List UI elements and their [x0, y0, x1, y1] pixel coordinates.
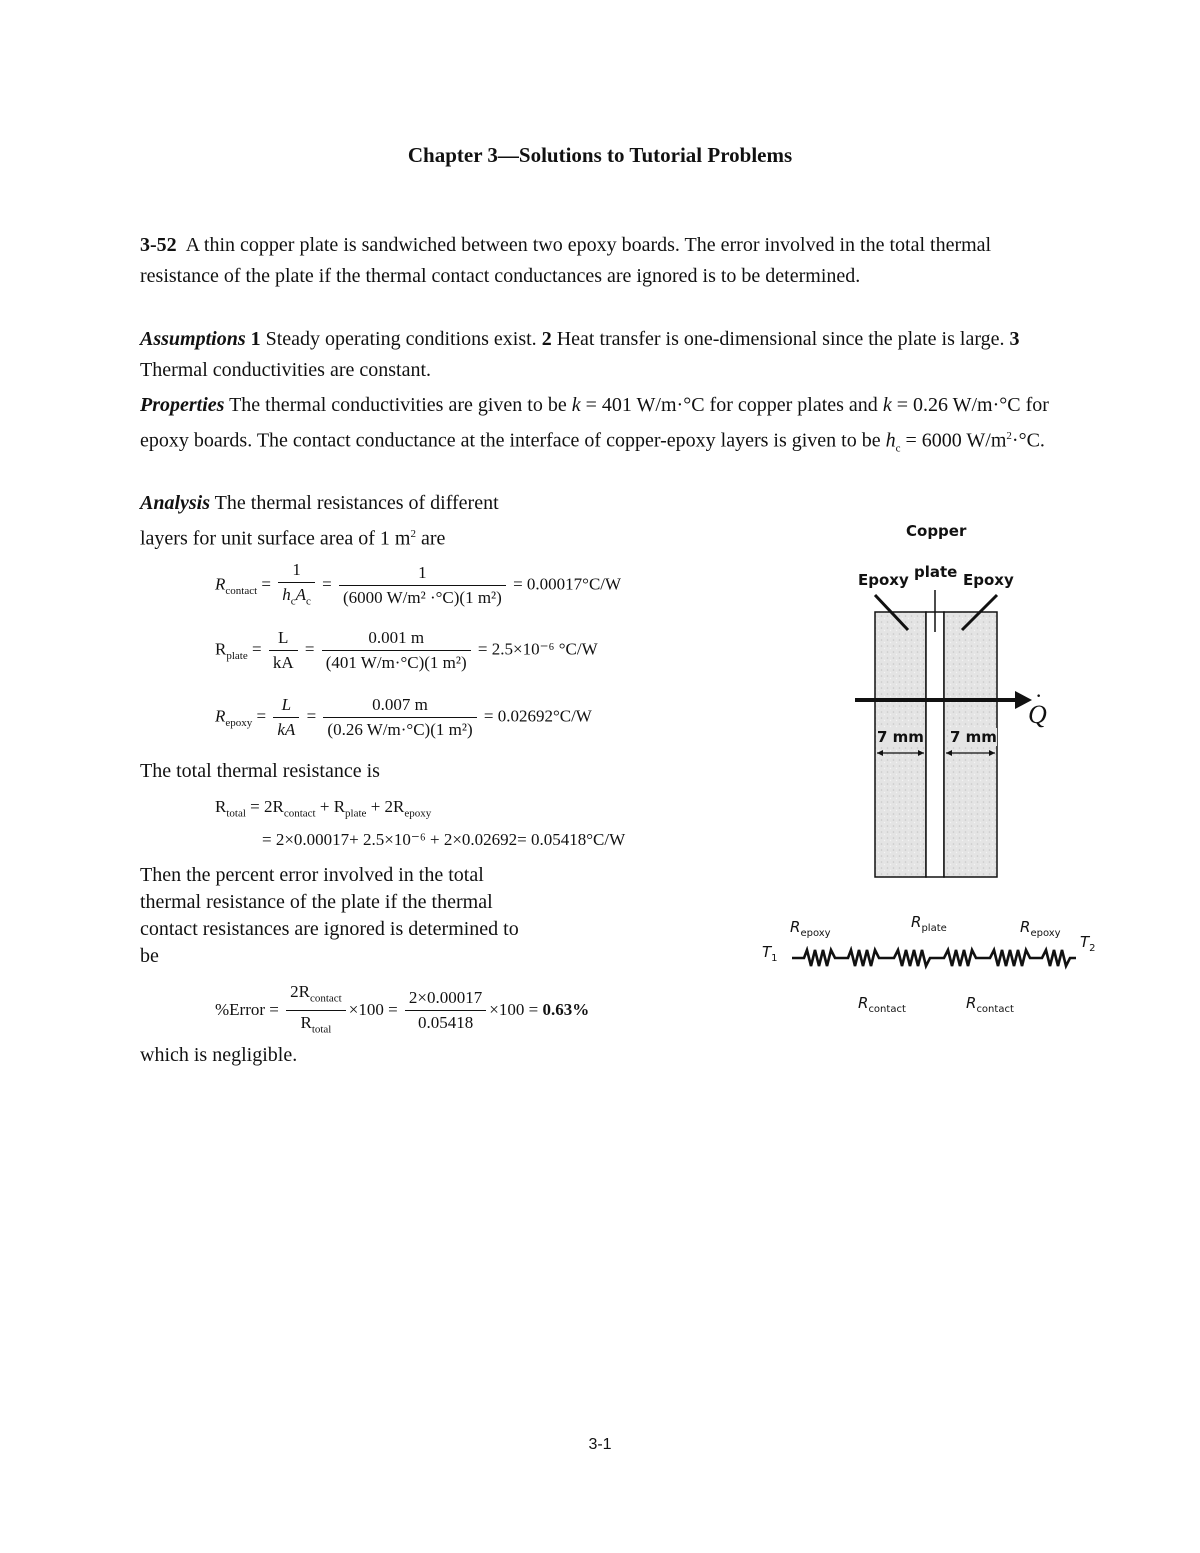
percent-intro-line: Then the percent error involved in the total — [140, 864, 484, 886]
analysis-text: The thermal resistances of different — [214, 492, 499, 514]
page-title: Chapter 3—Solutions to Tutorial Problems — [407, 143, 793, 167]
equation-denominator: 0.05418 — [417, 1013, 474, 1033]
analysis-text: are — [420, 527, 446, 550]
equation-total: $R_{total} = 2R_{contact} + R_{plate} + 2R_{epoxy}$ — [215, 797, 432, 820]
percent-intro — [140, 862, 620, 970]
epoxy-left-label: Epoxy — [858, 571, 909, 589]
thickness-left-label: 7 mm — [877, 728, 924, 746]
equation-numerator: 0.001 m — [322, 628, 471, 651]
k-copper: 401 W/m·°C — [601, 394, 705, 416]
thickness-right-label: 7 mm — [950, 728, 997, 746]
assumption-number: 3 — [1009, 328, 1020, 350]
equation-r-epoxy: $R_{epoxy}$ = $\frac{L}{kA}$ = $\frac{0.007 m}{\text{(0.26 W/m·°C)(1 m²)}}$ = 0.02692°C/W — [215, 695, 592, 739]
properties-text: for epoxy boards. The contact conductance at the interface of copper-epoxy layers is given to be — [140, 394, 1049, 452]
assumption-text: Thermal conductivities are constant. — [140, 358, 432, 381]
equation-total-values: = 2×0.00017+ 2.5×10⁻⁶ + 2×0.02692= 0.05418°C/W — [262, 830, 626, 849]
r-epoxy-left-label: $R_{epoxy}$ — [790, 918, 831, 939]
analysis-block: Analysis The thermal resistances of different layers for unit surface area of 1 $m^2$ are — [140, 492, 499, 550]
assumptions-label: Assumptions — [140, 328, 246, 350]
hc-unit: ·°C. — [1011, 429, 1045, 452]
equation-result: = 0.02692°C/W — [483, 706, 592, 726]
equation-r-contact: $R_{contact}$ = $\frac{1}{h_cA_c}$ = $\frac{1}{\text{(6000 W/m² ·°C)(1 m²)}}$ = 0.00017°C/W — [215, 560, 622, 608]
r-contact-left-label: $R_{contact}$ — [858, 994, 906, 1015]
assumption-number: 1 — [250, 328, 261, 350]
analysis-label: Analysis — [140, 492, 211, 514]
properties-text: The thermal conductivities are given to be — [229, 394, 567, 416]
assumption-text: Heat transfer is one-dimensional since the plate is large. — [556, 328, 1005, 350]
plate-label: plate — [914, 563, 958, 581]
hc-value: 6000 W/m — [921, 429, 1007, 452]
r-epoxy-right-label: $R_{epoxy}$ — [1020, 918, 1061, 939]
problem-number: 3-52 — [140, 234, 177, 256]
total-intro: The total thermal resistance is — [140, 760, 380, 782]
heat-rate-symbol: Q — [1028, 700, 1047, 729]
page-number: 3-1 — [588, 1436, 612, 1453]
equation-denominator: (0.26 W/m·°C)(1 m²) — [327, 720, 473, 739]
equation-r-plate: $R_{plate}$ = $\frac{L}{kA}$ = $\frac{0.001 m}{\text{(401 W/m·°C)(1 m²)}}$ = 2.5×10⁻⁶ °C/W — [215, 628, 598, 672]
epoxy-right-label: Epoxy — [963, 571, 1014, 589]
equation-denominator: (6000 W/m² ·°C)(1 m²) — [343, 588, 502, 608]
equation-numerator: 0.007 m — [323, 695, 476, 718]
equation-percent-error: %Error = $\frac{2R_{contact}}{R_{total}}$ ×100 = $\frac{2\times 0.00017}{0.05418}$ ×100 = 0.63% — [215, 982, 590, 1036]
t2-label: $T_2$ — [1080, 933, 1096, 954]
equation-result: 0.63% — [542, 999, 590, 1019]
percent-intro-line: thermal resistance of the plate if the thermal — [140, 891, 493, 913]
copper-label: Copper — [906, 522, 967, 540]
conclusion: which is negligible. — [140, 1044, 298, 1066]
analysis-text: layers for unit surface area of 1 m — [140, 527, 411, 550]
resistance-network — [792, 946, 1078, 974]
percent-intro-line: contact resistances are ignored is determined to — [140, 918, 519, 940]
k-epoxy: 0.26 W/m·°C — [912, 394, 1021, 416]
copper-plate-layer — [926, 612, 944, 877]
resistor-chain — [792, 950, 1076, 966]
properties-text: for copper plates and — [709, 394, 878, 416]
equation-denominator: (401 W/m·°C)(1 m²) — [325, 653, 467, 672]
properties-block: Properties The thermal conductivities are given to be k = 401 W/m·°C for copper plates and k = 0.26 W/m·°C for epoxy boards. The contact conductance at the interface of copper-epoxy layers is given to be $h_c = 6000$ $W/m^2\cdot^\circ C$. — [140, 394, 1049, 455]
equation-result: = 2.5×10⁻⁶ °C/W — [477, 639, 598, 659]
problem-text: A thin copper plate is sandwiched between two epoxy boards. The error involved in the total thermal resistance of the plate if the thermal contact conductances are ignored is to be determined. — [140, 234, 992, 287]
assumption-text: Steady operating conditions exist. — [265, 328, 537, 350]
properties-label: Properties — [140, 394, 225, 416]
equation-numerator: 2×0.00017 — [405, 988, 486, 1011]
heat-rate-dot: · — [1036, 688, 1042, 705]
t1-label: $T_1$ — [762, 943, 778, 964]
problem-statement — [140, 230, 1060, 291]
r-contact-right-label: $R_{contact}$ — [966, 994, 1014, 1015]
percent-intro-line: be — [140, 945, 159, 967]
assumptions-block — [140, 324, 1060, 385]
r-plate-label: $R_{plate}$ — [911, 913, 947, 934]
equation-result: = 0.00017°C/W — [513, 574, 622, 594]
assumption-number: 2 — [541, 328, 552, 350]
